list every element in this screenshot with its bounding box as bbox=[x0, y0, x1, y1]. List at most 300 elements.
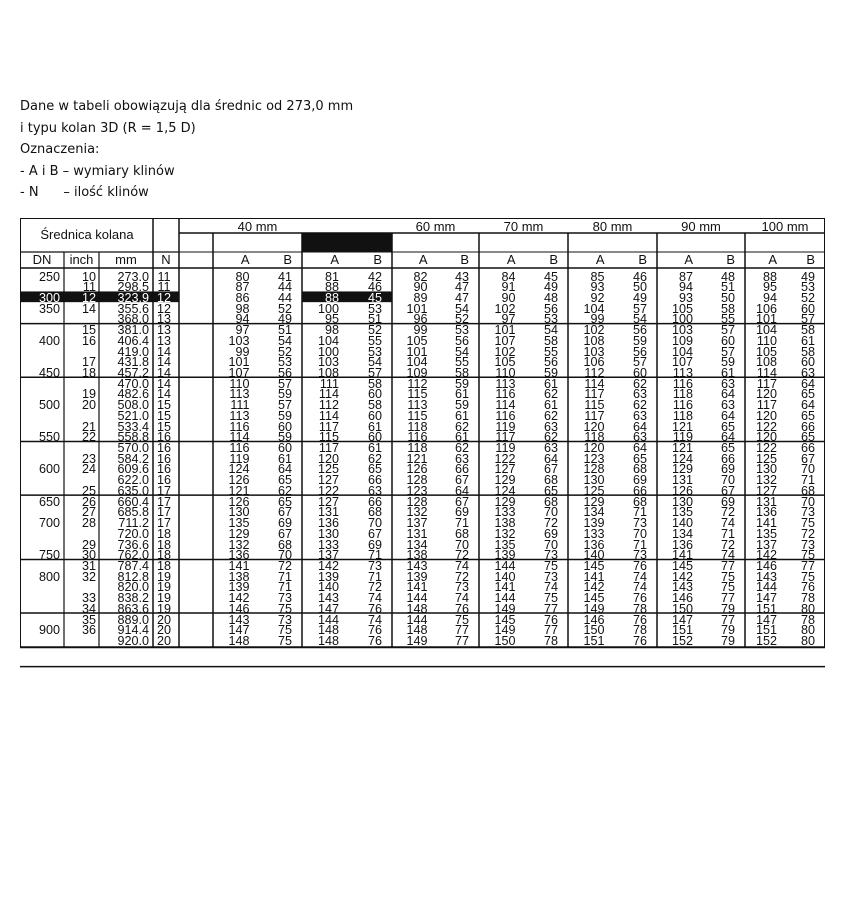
cell-a: 149 bbox=[494, 601, 516, 616]
cell-a: 122 bbox=[494, 451, 516, 466]
cell-mm: 609.6 bbox=[117, 462, 149, 477]
cell-n: 20 bbox=[156, 623, 171, 638]
cell-b: 53 bbox=[277, 355, 292, 370]
cell-b: 58 bbox=[800, 323, 815, 338]
cell-a: 150 bbox=[494, 633, 516, 648]
cell-b: 71 bbox=[367, 569, 382, 584]
cell-b: 51 bbox=[367, 312, 382, 327]
cell-a: 81 bbox=[324, 269, 339, 284]
cell-a: 137 bbox=[317, 548, 339, 563]
cell-a: 122 bbox=[755, 441, 777, 456]
cell-dn: 250 bbox=[38, 269, 60, 284]
cell-b: 57 bbox=[277, 376, 292, 391]
cell-b: 65 bbox=[367, 462, 382, 477]
cell-b: 58 bbox=[800, 344, 815, 359]
cell-a: 143 bbox=[755, 569, 777, 584]
cell-a: 132 bbox=[494, 526, 516, 541]
cell-b: 68 bbox=[367, 505, 382, 520]
cell-inch: 14 bbox=[81, 301, 96, 316]
cell-b: 56 bbox=[543, 301, 558, 316]
cell-a: 121 bbox=[671, 441, 693, 456]
cell-b: 61 bbox=[367, 441, 382, 456]
cell-inch: 34 bbox=[81, 601, 96, 616]
cell-a: 146 bbox=[671, 591, 693, 606]
cell-b: 57 bbox=[367, 365, 382, 380]
cell-n: 15 bbox=[156, 419, 171, 434]
cell-a: 146 bbox=[228, 601, 250, 616]
cell-b: 77 bbox=[543, 623, 558, 638]
cell-n: 17 bbox=[156, 494, 171, 509]
cell-b: 63 bbox=[543, 419, 558, 434]
cell-a: 130 bbox=[671, 494, 693, 509]
cell-a: 132 bbox=[228, 537, 250, 552]
sub-header-b: B bbox=[806, 252, 815, 267]
cell-a: 132 bbox=[755, 473, 777, 488]
cell-a: 87 bbox=[235, 280, 250, 295]
cell-n: 18 bbox=[156, 548, 171, 563]
cell-b: 57 bbox=[632, 355, 647, 370]
cell-mm: 482.6 bbox=[117, 387, 149, 402]
cell-a: 105 bbox=[406, 333, 428, 348]
cell-b: 74 bbox=[367, 591, 382, 606]
cell-b: 62 bbox=[454, 419, 469, 434]
cell-a: 113 bbox=[495, 376, 516, 391]
cell-b: 71 bbox=[632, 505, 647, 520]
cell-a: 139 bbox=[583, 516, 605, 531]
cell-a: 95 bbox=[762, 280, 777, 295]
cell-mm: 558.8 bbox=[117, 430, 149, 445]
cell-a: 117 bbox=[495, 430, 516, 445]
cell-n: 17 bbox=[156, 483, 171, 498]
cell-b: 73 bbox=[367, 558, 382, 573]
cell-b: 56 bbox=[543, 355, 558, 370]
cell-b: 56 bbox=[632, 344, 647, 359]
sub-header-a: A bbox=[595, 252, 605, 267]
cell-b: 76 bbox=[543, 612, 558, 627]
cell-b: 65 bbox=[277, 473, 292, 488]
cell-a: 128 bbox=[406, 473, 428, 488]
cell-b: 66 bbox=[367, 473, 382, 488]
cell-b: 44 bbox=[277, 290, 292, 305]
cell-b: 57 bbox=[632, 301, 647, 316]
cell-a: 114 bbox=[229, 430, 250, 445]
cell-b: 57 bbox=[277, 398, 292, 413]
col-header-dn: DN bbox=[32, 252, 52, 267]
cell-b: 49 bbox=[632, 290, 647, 305]
cell-b: 72 bbox=[800, 526, 815, 541]
cell-a: 143 bbox=[228, 612, 250, 627]
cell-a: 147 bbox=[755, 591, 777, 606]
cell-inch: 21 bbox=[81, 419, 96, 434]
sub-header-a: A bbox=[240, 252, 250, 267]
cell-a: 138 bbox=[406, 548, 428, 563]
cell-a: 116 bbox=[495, 408, 516, 423]
cell-a: 150 bbox=[583, 623, 605, 638]
cell-mm: 470.0 bbox=[117, 376, 149, 391]
cell-a: 113 bbox=[229, 387, 250, 402]
cell-a: 87 bbox=[678, 269, 693, 284]
cell-n: 14 bbox=[156, 365, 171, 380]
cell-a: 120 bbox=[755, 430, 777, 445]
cell-n: 14 bbox=[156, 344, 171, 359]
cell-b: 52 bbox=[454, 312, 469, 327]
cell-a: 114 bbox=[584, 376, 605, 391]
cell-b: 65 bbox=[720, 441, 735, 456]
cell-a: 95 bbox=[324, 312, 339, 327]
cell-a: 101 bbox=[406, 344, 428, 359]
cell-b: 66 bbox=[800, 441, 815, 456]
cell-b: 78 bbox=[800, 612, 815, 627]
cell-a: 94 bbox=[235, 312, 250, 327]
cell-n: 17 bbox=[156, 505, 171, 520]
cell-mm: 570.0 bbox=[117, 441, 149, 456]
cell-b: 69 bbox=[454, 505, 469, 520]
cell-b: 73 bbox=[800, 505, 815, 520]
cell-a: 117 bbox=[756, 376, 777, 391]
cell-b: 71 bbox=[367, 548, 382, 563]
cell-b: 61 bbox=[367, 419, 382, 434]
cell-a: 138 bbox=[494, 516, 516, 531]
cell-b: 60 bbox=[800, 301, 815, 316]
cell-b: 70 bbox=[720, 473, 735, 488]
cell-b: 63 bbox=[632, 430, 647, 445]
cell-a: 92 bbox=[590, 290, 605, 305]
cell-a: 112 bbox=[407, 376, 428, 391]
cell-b: 75 bbox=[800, 569, 815, 584]
cell-a: 120 bbox=[755, 408, 777, 423]
cell-mm: 381.0 bbox=[117, 323, 149, 338]
intro-line-notation-heading: Oznaczenia: bbox=[20, 142, 100, 157]
cell-a: 120 bbox=[317, 451, 339, 466]
cell-n: 12 bbox=[156, 301, 171, 316]
cell-a: 104 bbox=[317, 333, 339, 348]
cell-b: 74 bbox=[720, 548, 735, 563]
cell-a: 105 bbox=[494, 355, 516, 370]
cell-b: 49 bbox=[277, 312, 292, 327]
cell-b: 69 bbox=[632, 473, 647, 488]
cell-b: 70 bbox=[632, 526, 647, 541]
cell-mm: 368.0 bbox=[117, 312, 149, 327]
cell-b: 58 bbox=[720, 301, 735, 316]
cell-b: 71 bbox=[454, 516, 469, 531]
cell-a: 144 bbox=[755, 580, 777, 595]
cell-b: 60 bbox=[367, 387, 382, 402]
cell-b: 59 bbox=[277, 408, 292, 423]
cell-b: 56 bbox=[454, 333, 469, 348]
cell-b: 61 bbox=[277, 451, 292, 466]
sub-header-b: B bbox=[726, 252, 735, 267]
sub-header-a: A bbox=[768, 252, 777, 267]
cell-n: 19 bbox=[156, 580, 171, 595]
cell-b: 45 bbox=[543, 269, 558, 284]
cell-b: 70 bbox=[800, 462, 815, 477]
cell-a: 129 bbox=[583, 494, 605, 509]
size-header-60-mm: 60 mm bbox=[415, 219, 456, 234]
cell-mm: 838.2 bbox=[117, 591, 149, 606]
cell-a: 123 bbox=[583, 451, 605, 466]
sub-header-b: B bbox=[549, 252, 558, 267]
cell-a: 115 bbox=[407, 408, 428, 423]
cell-a: 125 bbox=[755, 451, 777, 466]
cell-a: 97 bbox=[501, 312, 516, 327]
cell-b: 47 bbox=[454, 280, 469, 295]
cell-a: 136 bbox=[228, 548, 250, 563]
cell-a: 136 bbox=[583, 537, 605, 552]
cell-inch: 24 bbox=[81, 462, 96, 477]
cell-mm: 711.2 bbox=[118, 516, 149, 531]
cell-a: 128 bbox=[406, 494, 428, 509]
cell-n: 13 bbox=[156, 333, 171, 348]
cell-b: 64 bbox=[800, 398, 815, 413]
cell-a: 110 bbox=[495, 365, 516, 380]
cell-n: 15 bbox=[156, 408, 171, 423]
cell-a: 147 bbox=[317, 601, 339, 616]
cell-b: 64 bbox=[277, 462, 292, 477]
cell-a: 113 bbox=[672, 365, 693, 380]
cell-a: 112 bbox=[584, 365, 605, 380]
cell-a: 140 bbox=[317, 580, 339, 595]
cell-a: 142 bbox=[317, 558, 339, 573]
cell-b: 71 bbox=[277, 569, 292, 584]
cell-a: 149 bbox=[494, 623, 516, 638]
cell-a: 120 bbox=[583, 441, 605, 456]
cell-b: 63 bbox=[720, 376, 735, 391]
cell-mm: 914.4 bbox=[117, 623, 149, 638]
cell-b: 71 bbox=[632, 537, 647, 552]
cell-a: 129 bbox=[671, 462, 693, 477]
cell-b: 75 bbox=[277, 623, 292, 638]
cell-b: 65 bbox=[277, 494, 292, 509]
cell-n: 16 bbox=[156, 473, 171, 488]
cell-mm: 323.9 bbox=[117, 290, 149, 305]
cell-a: 118 bbox=[584, 430, 605, 445]
cell-b: 52 bbox=[800, 290, 815, 305]
sub-header-b: B bbox=[638, 252, 647, 267]
cell-b: 67 bbox=[367, 526, 382, 541]
cell-b: 64 bbox=[720, 387, 735, 402]
cell-a: 98 bbox=[235, 301, 250, 316]
cell-b: 64 bbox=[454, 483, 469, 498]
cell-a: 137 bbox=[406, 516, 428, 531]
cell-a: 106 bbox=[583, 355, 605, 370]
cell-b: 61 bbox=[454, 430, 469, 445]
cell-mm: 685.8 bbox=[117, 505, 149, 520]
cell-a: 110 bbox=[756, 333, 777, 348]
cell-a: 145 bbox=[494, 612, 516, 627]
cell-b: 73 bbox=[543, 569, 558, 584]
cell-b: 58 bbox=[454, 365, 469, 380]
cell-a: 129 bbox=[494, 494, 516, 509]
cell-a: 150 bbox=[671, 601, 693, 616]
cell-b: 69 bbox=[367, 537, 382, 552]
cell-inch: 20 bbox=[81, 398, 96, 413]
col-header-inch: inch bbox=[69, 252, 94, 267]
cell-a: 142 bbox=[228, 591, 250, 606]
cell-a: 135 bbox=[228, 516, 250, 531]
cell-a: 134 bbox=[406, 537, 428, 552]
cell-a: 103 bbox=[671, 323, 693, 338]
cell-inch: 15 bbox=[81, 323, 96, 338]
cell-a: 117 bbox=[318, 419, 339, 434]
cell-b: 76 bbox=[632, 612, 647, 627]
cell-mm: 298.5 bbox=[117, 280, 149, 295]
cell-inch: 17 bbox=[81, 355, 96, 370]
cell-a: 148 bbox=[228, 633, 250, 648]
cell-mm: 920.0 bbox=[117, 633, 149, 648]
cell-a: 136 bbox=[671, 537, 693, 552]
cell-b: 45 bbox=[367, 290, 382, 305]
cell-inch: 22 bbox=[81, 430, 96, 445]
cell-b: 77 bbox=[454, 633, 469, 648]
cell-a: 121 bbox=[406, 451, 428, 466]
cell-mm: 508.0 bbox=[117, 398, 149, 413]
cell-a: 107 bbox=[494, 333, 516, 348]
cell-b: 78 bbox=[543, 633, 558, 648]
cell-a: 139 bbox=[406, 569, 428, 584]
cell-dn: 350 bbox=[38, 301, 60, 316]
cell-a: 131 bbox=[755, 494, 777, 509]
cell-a: 105 bbox=[755, 344, 777, 359]
cell-a: 137 bbox=[755, 537, 777, 552]
cell-a: 138 bbox=[228, 569, 250, 584]
cell-mm: 762.0 bbox=[117, 548, 149, 563]
cell-b: 73 bbox=[543, 548, 558, 563]
cell-n: 15 bbox=[156, 398, 171, 413]
cell-n: 18 bbox=[156, 558, 171, 573]
cell-a: 117 bbox=[584, 408, 605, 423]
cell-a: 147 bbox=[755, 612, 777, 627]
cell-b: 48 bbox=[543, 290, 558, 305]
cell-b: 67 bbox=[277, 505, 292, 520]
cell-b: 50 bbox=[720, 290, 735, 305]
cell-a: 125 bbox=[317, 462, 339, 477]
cell-a: 97 bbox=[235, 323, 250, 338]
cell-a: 147 bbox=[228, 623, 250, 638]
cell-a: 93 bbox=[678, 290, 693, 305]
cell-b: 71 bbox=[800, 473, 815, 488]
cell-a: 100 bbox=[317, 344, 339, 359]
cell-a: 139 bbox=[317, 569, 339, 584]
cell-b: 60 bbox=[720, 333, 735, 348]
cell-a: 80 bbox=[235, 269, 250, 284]
cell-b: 70 bbox=[543, 537, 558, 552]
cell-a: 117 bbox=[756, 398, 777, 413]
cell-b: 77 bbox=[720, 558, 735, 573]
cell-a: 139 bbox=[494, 548, 516, 563]
cell-a: 142 bbox=[583, 580, 605, 595]
cell-a: 111 bbox=[230, 398, 250, 413]
cell-a: 106 bbox=[755, 301, 777, 316]
cell-mm: 584.2 bbox=[117, 451, 149, 466]
sub-header-a: A bbox=[684, 252, 693, 267]
cell-b: 62 bbox=[543, 430, 558, 445]
cell-b: 67 bbox=[800, 451, 815, 466]
cell-b: 63 bbox=[632, 387, 647, 402]
cell-b: 76 bbox=[800, 580, 815, 595]
cell-a: 125 bbox=[583, 483, 605, 498]
cell-a: 105 bbox=[671, 301, 693, 316]
cell-n: 14 bbox=[156, 387, 171, 402]
cell-n: 16 bbox=[156, 462, 171, 477]
cell-mm: 457.2 bbox=[117, 365, 149, 380]
cell-mm: 355.6 bbox=[117, 301, 149, 316]
cell-mm: 622.0 bbox=[117, 473, 149, 488]
cell-b: 62 bbox=[632, 376, 647, 391]
cell-b: 74 bbox=[367, 612, 382, 627]
cell-n: 16 bbox=[156, 441, 171, 456]
cell-b: 51 bbox=[720, 280, 735, 295]
cell-a: 128 bbox=[583, 462, 605, 477]
cell-b: 62 bbox=[632, 398, 647, 413]
cell-b: 77 bbox=[800, 558, 815, 573]
cell-b: 62 bbox=[277, 483, 292, 498]
cell-b: 75 bbox=[720, 580, 735, 595]
cell-a: 124 bbox=[228, 462, 250, 477]
cell-dn: 550 bbox=[38, 430, 60, 445]
cell-a: 90 bbox=[501, 290, 516, 305]
cell-a: 148 bbox=[406, 623, 428, 638]
cell-a: 133 bbox=[494, 505, 516, 520]
cell-b: 76 bbox=[454, 601, 469, 616]
cell-b: 72 bbox=[454, 569, 469, 584]
cell-a: 101 bbox=[494, 323, 516, 338]
cell-b: 63 bbox=[632, 408, 647, 423]
cell-inch: 32 bbox=[81, 569, 96, 584]
cell-a: 141 bbox=[406, 580, 428, 595]
cell-b: 42 bbox=[367, 269, 382, 284]
cell-b: 60 bbox=[632, 365, 647, 380]
cell-a: 101 bbox=[755, 312, 777, 327]
cell-dn: 900 bbox=[38, 623, 60, 638]
cell-b: 50 bbox=[632, 280, 647, 295]
cell-a: 85 bbox=[590, 269, 605, 284]
cell-n: 20 bbox=[156, 633, 171, 648]
cell-dn: 650 bbox=[38, 494, 60, 509]
cell-a: 144 bbox=[317, 612, 339, 627]
cell-b: 54 bbox=[454, 301, 469, 316]
cell-b: 54 bbox=[632, 312, 647, 327]
cell-b: 62 bbox=[367, 451, 382, 466]
cell-dn: 600 bbox=[38, 462, 60, 477]
cell-a: 131 bbox=[671, 473, 693, 488]
cell-b: 52 bbox=[277, 301, 292, 316]
cell-dn: 300 bbox=[38, 290, 60, 305]
cell-a: 88 bbox=[324, 290, 339, 305]
cell-b: 66 bbox=[720, 451, 735, 466]
cell-b: 59 bbox=[454, 398, 469, 413]
cell-a: 99 bbox=[235, 344, 250, 359]
cell-b: 55 bbox=[720, 312, 735, 327]
cell-b: 59 bbox=[277, 430, 292, 445]
cell-a: 104 bbox=[671, 344, 693, 359]
cell-b: 66 bbox=[800, 419, 815, 434]
cell-b: 73 bbox=[632, 548, 647, 563]
cell-a: 147 bbox=[671, 612, 693, 627]
cell-mm: 820.0 bbox=[117, 580, 149, 595]
cell-b: 80 bbox=[800, 623, 815, 638]
cell-n: 14 bbox=[156, 376, 171, 391]
cell-b: 58 bbox=[367, 376, 382, 391]
cell-b: 61 bbox=[454, 387, 469, 402]
cell-b: 78 bbox=[632, 601, 647, 616]
cell-a: 86 bbox=[235, 290, 250, 305]
cell-a: 124 bbox=[494, 483, 516, 498]
cell-b: 77 bbox=[720, 591, 735, 606]
cell-b: 43 bbox=[454, 269, 469, 284]
cell-a: 149 bbox=[406, 633, 428, 648]
sub-header-a: A bbox=[418, 252, 428, 267]
cell-b: 67 bbox=[543, 462, 558, 477]
